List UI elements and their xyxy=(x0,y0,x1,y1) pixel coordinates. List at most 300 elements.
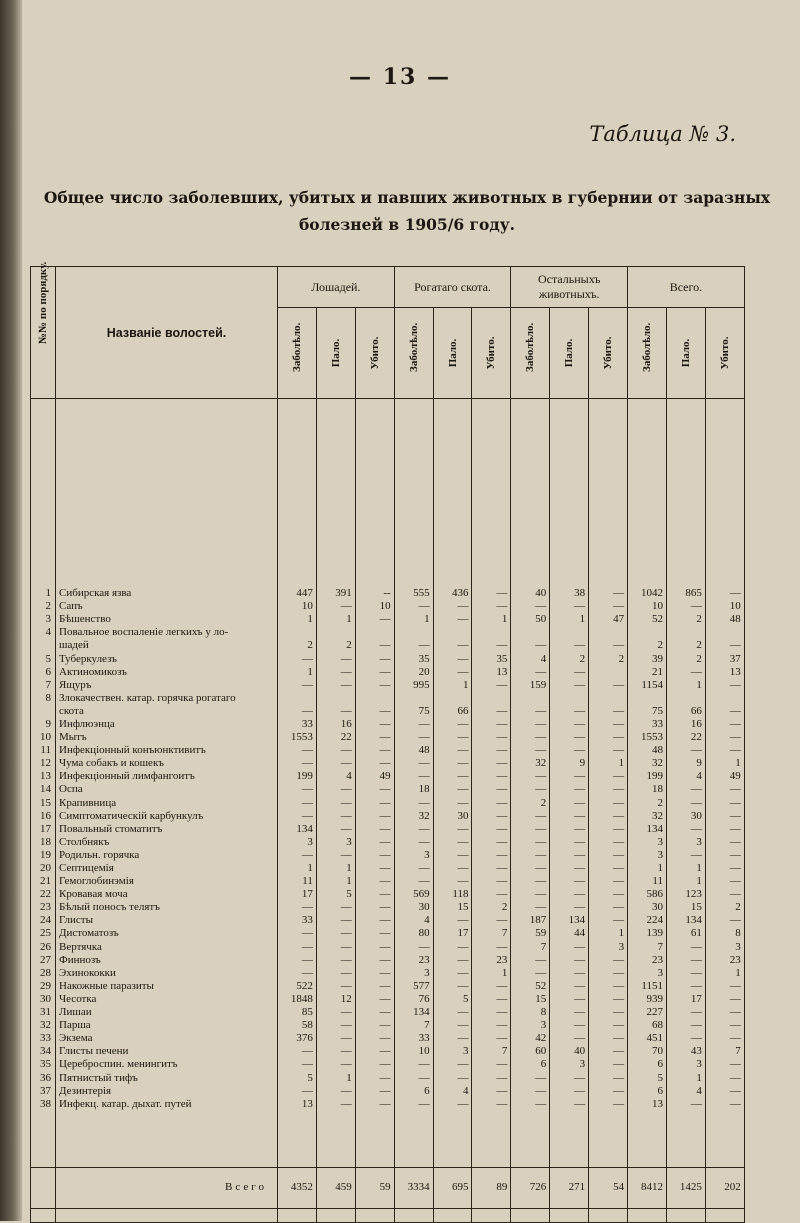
row-number: 15 xyxy=(31,797,56,810)
table-cell: 3 xyxy=(705,941,744,954)
table-cell: — xyxy=(589,888,628,901)
table-cell: 6 xyxy=(394,1085,433,1098)
header-sub-0-1: Пало. xyxy=(316,308,355,399)
table-cell: — xyxy=(472,587,511,600)
table-cell: — xyxy=(394,1071,433,1084)
spacer-cell xyxy=(511,1111,550,1168)
table-cell: — xyxy=(705,888,744,901)
table-cell: 9 xyxy=(550,757,589,770)
table-cell: — xyxy=(355,1098,394,1111)
table-cell: 48 xyxy=(628,744,667,757)
row-number: 1 xyxy=(31,587,56,600)
table-cell: 39 xyxy=(628,652,667,665)
table-cell: 33 xyxy=(628,718,667,731)
table-cell: 76 xyxy=(394,993,433,1006)
table-cell: — xyxy=(705,810,744,823)
table-label: Таблица № 3. xyxy=(589,122,736,146)
table-cell: 30 xyxy=(666,810,705,823)
header-group-total: Всего. xyxy=(628,267,745,308)
table-cell: — xyxy=(705,823,744,836)
table-cell: 23 xyxy=(472,954,511,967)
table-cell: — xyxy=(511,666,550,679)
disease-name: Финнозъ xyxy=(56,954,278,967)
total-cell: 8412 xyxy=(628,1167,667,1208)
table-cell: 995 xyxy=(394,679,433,692)
table-cell: — xyxy=(316,1032,355,1045)
table-cell: 18 xyxy=(394,783,433,796)
table-cell: — xyxy=(589,967,628,980)
table-cell: 1 xyxy=(316,1071,355,1084)
table-cell: — xyxy=(589,1045,628,1058)
table-cell: — xyxy=(472,744,511,757)
table-cell: — xyxy=(511,783,550,796)
table-cell: — xyxy=(316,797,355,810)
total-cell: 3334 xyxy=(394,1167,433,1208)
table-cell: 33 xyxy=(278,718,317,731)
table-cell: — xyxy=(316,744,355,757)
table-cell: — xyxy=(433,797,472,810)
table-cell: — xyxy=(355,1032,394,1045)
table-cell: — xyxy=(666,1019,705,1032)
table-cell: — xyxy=(666,849,705,862)
table-row xyxy=(31,757,745,770)
table-cell: — xyxy=(355,744,394,757)
table-cell: — xyxy=(355,941,394,954)
spacer-cell xyxy=(394,399,433,588)
table-cell: — xyxy=(589,600,628,613)
table-cell: 1 xyxy=(666,679,705,692)
table-cell: — xyxy=(666,1032,705,1045)
table-cell: 32 xyxy=(628,810,667,823)
table-cell: — xyxy=(589,849,628,862)
table-cell: — xyxy=(550,770,589,783)
table-cell: 3 xyxy=(316,836,355,849)
table-cell: 32 xyxy=(394,810,433,823)
table-cell: 6 xyxy=(628,1085,667,1098)
table-cell: 391 xyxy=(316,587,355,600)
table-cell: 35 xyxy=(472,652,511,665)
table-cell: — xyxy=(394,757,433,770)
table-cell: 1 xyxy=(666,1071,705,1084)
row-number: 16 xyxy=(31,810,56,823)
header-sub-2-0: Заболѣло. xyxy=(511,308,550,399)
table-cell: 44 xyxy=(550,927,589,940)
header-sub-3-2: Убито. xyxy=(705,308,744,399)
table-cell: 118 xyxy=(433,888,472,901)
table-cell: 58 xyxy=(278,1019,317,1032)
table-cell: — xyxy=(355,639,394,652)
table-cell: — xyxy=(550,1006,589,1019)
spacer-cell xyxy=(589,399,628,588)
table-cell: — xyxy=(394,1058,433,1071)
table-cell: 1042 xyxy=(628,587,667,600)
row-number: 35 xyxy=(31,1058,56,1071)
table-cell: — xyxy=(511,823,550,836)
spacer-cell xyxy=(666,399,705,588)
table-cell: 2 xyxy=(705,901,744,914)
table-row xyxy=(31,980,745,993)
table-cell: — xyxy=(394,1098,433,1111)
table-cell: — xyxy=(278,652,317,665)
table-cell: — xyxy=(394,731,433,744)
table-cell: 3 xyxy=(278,836,317,849)
table-cell: — xyxy=(433,731,472,744)
spacer-cell xyxy=(511,399,550,588)
table-cell: 8 xyxy=(705,927,744,940)
table-cell: 85 xyxy=(278,1006,317,1019)
table-cell: — xyxy=(472,1098,511,1111)
total-cell: 726 xyxy=(511,1167,550,1208)
table-cell: 1 xyxy=(550,613,589,626)
table-cell: — xyxy=(511,1085,550,1098)
spacer-cell xyxy=(705,1111,744,1168)
table-cell: — xyxy=(550,718,589,731)
table-cell: 134 xyxy=(278,823,317,836)
table-cell: — xyxy=(316,679,355,692)
spacer-cell xyxy=(589,1208,628,1222)
header-sub-2-1: Пало. xyxy=(550,308,589,399)
table-cell: — xyxy=(433,1006,472,1019)
table-cell: — xyxy=(278,967,317,980)
table-cell: 2 xyxy=(316,639,355,652)
table-cell xyxy=(550,626,589,639)
table-cell: 2 xyxy=(666,639,705,652)
table-cell: 451 xyxy=(628,1032,667,1045)
table-cell: — xyxy=(511,731,550,744)
table-cell: 1 xyxy=(316,613,355,626)
disease-name: Глисты xyxy=(56,914,278,927)
table-cell: — xyxy=(278,744,317,757)
row-number: 25 xyxy=(31,927,56,940)
table-cell: — xyxy=(278,901,317,914)
table-cell: — xyxy=(355,1058,394,1071)
table-cell: — xyxy=(355,783,394,796)
table-cell: — xyxy=(550,1032,589,1045)
table-cell: 3 xyxy=(550,1058,589,1071)
table-cell: — xyxy=(316,1058,355,1071)
row-number: 34 xyxy=(31,1045,56,1058)
header-sub-1-1: Пало. xyxy=(433,308,472,399)
table-row xyxy=(31,770,745,783)
table-cell: — xyxy=(394,941,433,954)
row-number: 31 xyxy=(31,1006,56,1019)
table-cell: 16 xyxy=(316,718,355,731)
table-cell: — xyxy=(355,666,394,679)
row-number: 19 xyxy=(31,849,56,862)
table-row xyxy=(31,836,745,849)
table-cell: — xyxy=(278,783,317,796)
table-cell: 159 xyxy=(511,679,550,692)
table-cell: — xyxy=(316,810,355,823)
table-cell: 10 xyxy=(628,600,667,613)
table-cell xyxy=(316,626,355,639)
disease-name: Кровавая моча xyxy=(56,888,278,901)
table-cell: 1 xyxy=(278,862,317,875)
table-cell: 8 xyxy=(511,1006,550,1019)
table-cell: 134 xyxy=(666,914,705,927)
table-cell: — xyxy=(316,705,355,718)
table-cell: — xyxy=(472,849,511,862)
table-cell xyxy=(278,692,317,705)
table-cell: — xyxy=(433,954,472,967)
table-cell: — xyxy=(589,783,628,796)
table-row xyxy=(31,744,745,757)
table-cell: — xyxy=(433,1032,472,1045)
spacer-cell xyxy=(355,1208,394,1222)
total-cell: 59 xyxy=(355,1167,394,1208)
table-row xyxy=(31,810,745,823)
header-sub-0-0: Заболѣло. xyxy=(278,308,317,399)
table-cell: — xyxy=(472,875,511,888)
spacer-cell xyxy=(472,1111,511,1168)
table-cell: — xyxy=(550,941,589,954)
disease-name: Повальное воспаленіе легкихъ у ло- xyxy=(56,626,278,639)
table-cell: 37 xyxy=(705,652,744,665)
table-cell: -- xyxy=(355,587,394,600)
table-cell: 3 xyxy=(589,941,628,954)
table-cell: 376 xyxy=(278,1032,317,1045)
table-cell: — xyxy=(355,927,394,940)
table-cell: — xyxy=(355,901,394,914)
table-cell: 32 xyxy=(511,757,550,770)
table-cell: 6 xyxy=(511,1058,550,1071)
table-cell: — xyxy=(316,901,355,914)
table-cell: — xyxy=(472,600,511,613)
table-cell: — xyxy=(550,849,589,862)
table-cell: — xyxy=(472,1085,511,1098)
disease-name: Глисты печени xyxy=(56,1045,278,1058)
table-cell: — xyxy=(550,954,589,967)
table-cell: — xyxy=(589,679,628,692)
total-cell: 4352 xyxy=(278,1167,317,1208)
table-cell xyxy=(394,692,433,705)
spacer-cell xyxy=(355,1111,394,1168)
table-cell: — xyxy=(666,666,705,679)
table-cell: 199 xyxy=(278,770,317,783)
table-cell: — xyxy=(589,731,628,744)
table-cell: 17 xyxy=(666,993,705,1006)
table-cell: 2 xyxy=(589,652,628,665)
spacer-cell xyxy=(278,399,317,588)
title-line-1: Общее число заболевших, убитых и павших животных в губернии от заразных xyxy=(43,188,771,207)
table-row xyxy=(31,587,745,600)
row-number: 27 xyxy=(31,954,56,967)
table-cell: — xyxy=(472,757,511,770)
row-number: 22 xyxy=(31,888,56,901)
table-cell: — xyxy=(278,810,317,823)
table-cell: 52 xyxy=(628,613,667,626)
spacer-cell xyxy=(550,399,589,588)
table-cell: — xyxy=(472,980,511,993)
table-cell: — xyxy=(589,1058,628,1071)
table-cell: — xyxy=(355,836,394,849)
row-number: 37 xyxy=(31,1085,56,1098)
table-cell: 569 xyxy=(394,888,433,901)
table-cell: — xyxy=(511,810,550,823)
table-cell: 13 xyxy=(278,1098,317,1111)
table-row xyxy=(31,652,745,665)
table-cell: 49 xyxy=(355,770,394,783)
spacer-cell xyxy=(628,1208,667,1222)
table-cell: — xyxy=(550,810,589,823)
disease-name: Эхинококки xyxy=(56,967,278,980)
table-cell: — xyxy=(472,639,511,652)
table-cell: 5 xyxy=(628,1071,667,1084)
table-row xyxy=(31,849,745,862)
header-sub-0-2: Убито. xyxy=(355,308,394,399)
table-cell: 60 xyxy=(511,1045,550,1058)
table-cell: — xyxy=(278,849,317,862)
spacer-cell xyxy=(278,1208,317,1222)
table-cell: 1 xyxy=(628,862,667,875)
table-cell: — xyxy=(278,941,317,954)
table-cell: — xyxy=(666,1098,705,1111)
table-cell xyxy=(589,666,628,679)
table-cell: 17 xyxy=(278,888,317,901)
table-cell: 4 xyxy=(394,914,433,927)
table-cell: — xyxy=(355,993,394,1006)
disease-name: Злокачествен. катар. горячка рогатаго xyxy=(56,692,278,705)
spacer-cell xyxy=(316,1111,355,1168)
table-cell: — xyxy=(472,823,511,836)
table-cell: 555 xyxy=(394,587,433,600)
table-cell: — xyxy=(511,639,550,652)
spacer-cell xyxy=(472,1208,511,1222)
table-cell: 1 xyxy=(433,679,472,692)
table-cell: — xyxy=(550,705,589,718)
table-row xyxy=(31,731,745,744)
table-cell: — xyxy=(705,875,744,888)
disease-name: Чума собакъ и кошекъ xyxy=(56,757,278,770)
table-cell: — xyxy=(589,980,628,993)
table-cell: — xyxy=(472,862,511,875)
table-cell: — xyxy=(705,1019,744,1032)
table-cell: — xyxy=(472,993,511,1006)
table-cell: — xyxy=(433,980,472,993)
table-cell: — xyxy=(394,639,433,652)
table-cell: 1 xyxy=(316,862,355,875)
table-cell: 17 xyxy=(433,927,472,940)
disease-name: Пятнистый тифъ xyxy=(56,1071,278,1084)
disease-name: Оспа xyxy=(56,783,278,796)
table-cell: 3 xyxy=(628,836,667,849)
table-cell: — xyxy=(355,1019,394,1032)
table-cell: — xyxy=(589,1006,628,1019)
disease-name: Септицемія xyxy=(56,862,278,875)
table-cell: 15 xyxy=(666,901,705,914)
table-cell: — xyxy=(666,783,705,796)
table-cell: 43 xyxy=(666,1045,705,1058)
table-row xyxy=(31,914,745,927)
table-cell: 1848 xyxy=(278,993,317,1006)
table-cell: — xyxy=(705,797,744,810)
disease-name: Гемоглобинэмія xyxy=(56,875,278,888)
table-cell: — xyxy=(589,797,628,810)
disease-name: Инфлюэнца xyxy=(56,718,278,731)
table-cell: 4 xyxy=(316,770,355,783)
table-cell xyxy=(666,626,705,639)
table-cell: 52 xyxy=(511,980,550,993)
disease-name: Крапивница xyxy=(56,797,278,810)
spacer-cell xyxy=(31,1208,56,1222)
table-cell xyxy=(278,626,317,639)
table-cell: — xyxy=(355,1045,394,1058)
table-cell: — xyxy=(511,1071,550,1084)
table-cell: 10 xyxy=(394,1045,433,1058)
table-cell: — xyxy=(550,1098,589,1111)
table-row xyxy=(31,626,745,639)
row-number xyxy=(31,705,56,718)
spacer-cell xyxy=(56,1111,278,1168)
spacer-cell xyxy=(433,399,472,588)
table-cell: — xyxy=(433,757,472,770)
header-sub-3-0: Заболѣло. xyxy=(628,308,667,399)
table-cell: — xyxy=(666,980,705,993)
row-number: 26 xyxy=(31,941,56,954)
table-cell: — xyxy=(433,1098,472,1111)
spacer-cell xyxy=(56,1208,278,1222)
disease-name: Сибирская язва xyxy=(56,587,278,600)
table-cell: 522 xyxy=(278,980,317,993)
table-cell: — xyxy=(433,666,472,679)
table-cell: — xyxy=(472,783,511,796)
table-cell: — xyxy=(550,744,589,757)
table-cell: 7 xyxy=(394,1019,433,1032)
table-cell: — xyxy=(355,914,394,927)
table-cell: — xyxy=(589,810,628,823)
table-cell: — xyxy=(589,1019,628,1032)
table-cell: — xyxy=(355,1071,394,1084)
table-cell: — xyxy=(433,914,472,927)
table-cell: — xyxy=(394,823,433,836)
total-cell: 1425 xyxy=(666,1167,705,1208)
table-cell: — xyxy=(589,1098,628,1111)
table-cell: — xyxy=(355,705,394,718)
table-cell: 15 xyxy=(433,901,472,914)
table-cell: 22 xyxy=(666,731,705,744)
table-cell: — xyxy=(316,1085,355,1098)
table-cell: — xyxy=(550,875,589,888)
table-cell: — xyxy=(472,1019,511,1032)
table-cell: 48 xyxy=(394,744,433,757)
table-row xyxy=(31,613,745,626)
table-cell: — xyxy=(550,888,589,901)
table-cell: 1553 xyxy=(278,731,317,744)
table-cell: 7 xyxy=(472,927,511,940)
table-cell: 865 xyxy=(666,587,705,600)
table-row xyxy=(31,718,745,731)
spacer-cell xyxy=(628,1111,667,1168)
table-cell: — xyxy=(705,980,744,993)
table-cell: — xyxy=(355,757,394,770)
table-cell: 13 xyxy=(705,666,744,679)
table-cell: — xyxy=(394,600,433,613)
spacer-cell xyxy=(550,1111,589,1168)
table-cell: — xyxy=(355,731,394,744)
table-cell: 1154 xyxy=(628,679,667,692)
table-cell: 75 xyxy=(394,705,433,718)
spacer-cell xyxy=(316,399,355,588)
table-row xyxy=(31,1006,745,1019)
table-cell: — xyxy=(550,666,589,679)
disease-name: Ящуръ xyxy=(56,679,278,692)
table-row xyxy=(31,1032,745,1045)
table-cell: — xyxy=(433,1071,472,1084)
table-cell: — xyxy=(355,980,394,993)
table-cell: — xyxy=(705,914,744,927)
table-cell: 42 xyxy=(511,1032,550,1045)
row-number: 5 xyxy=(31,652,56,665)
